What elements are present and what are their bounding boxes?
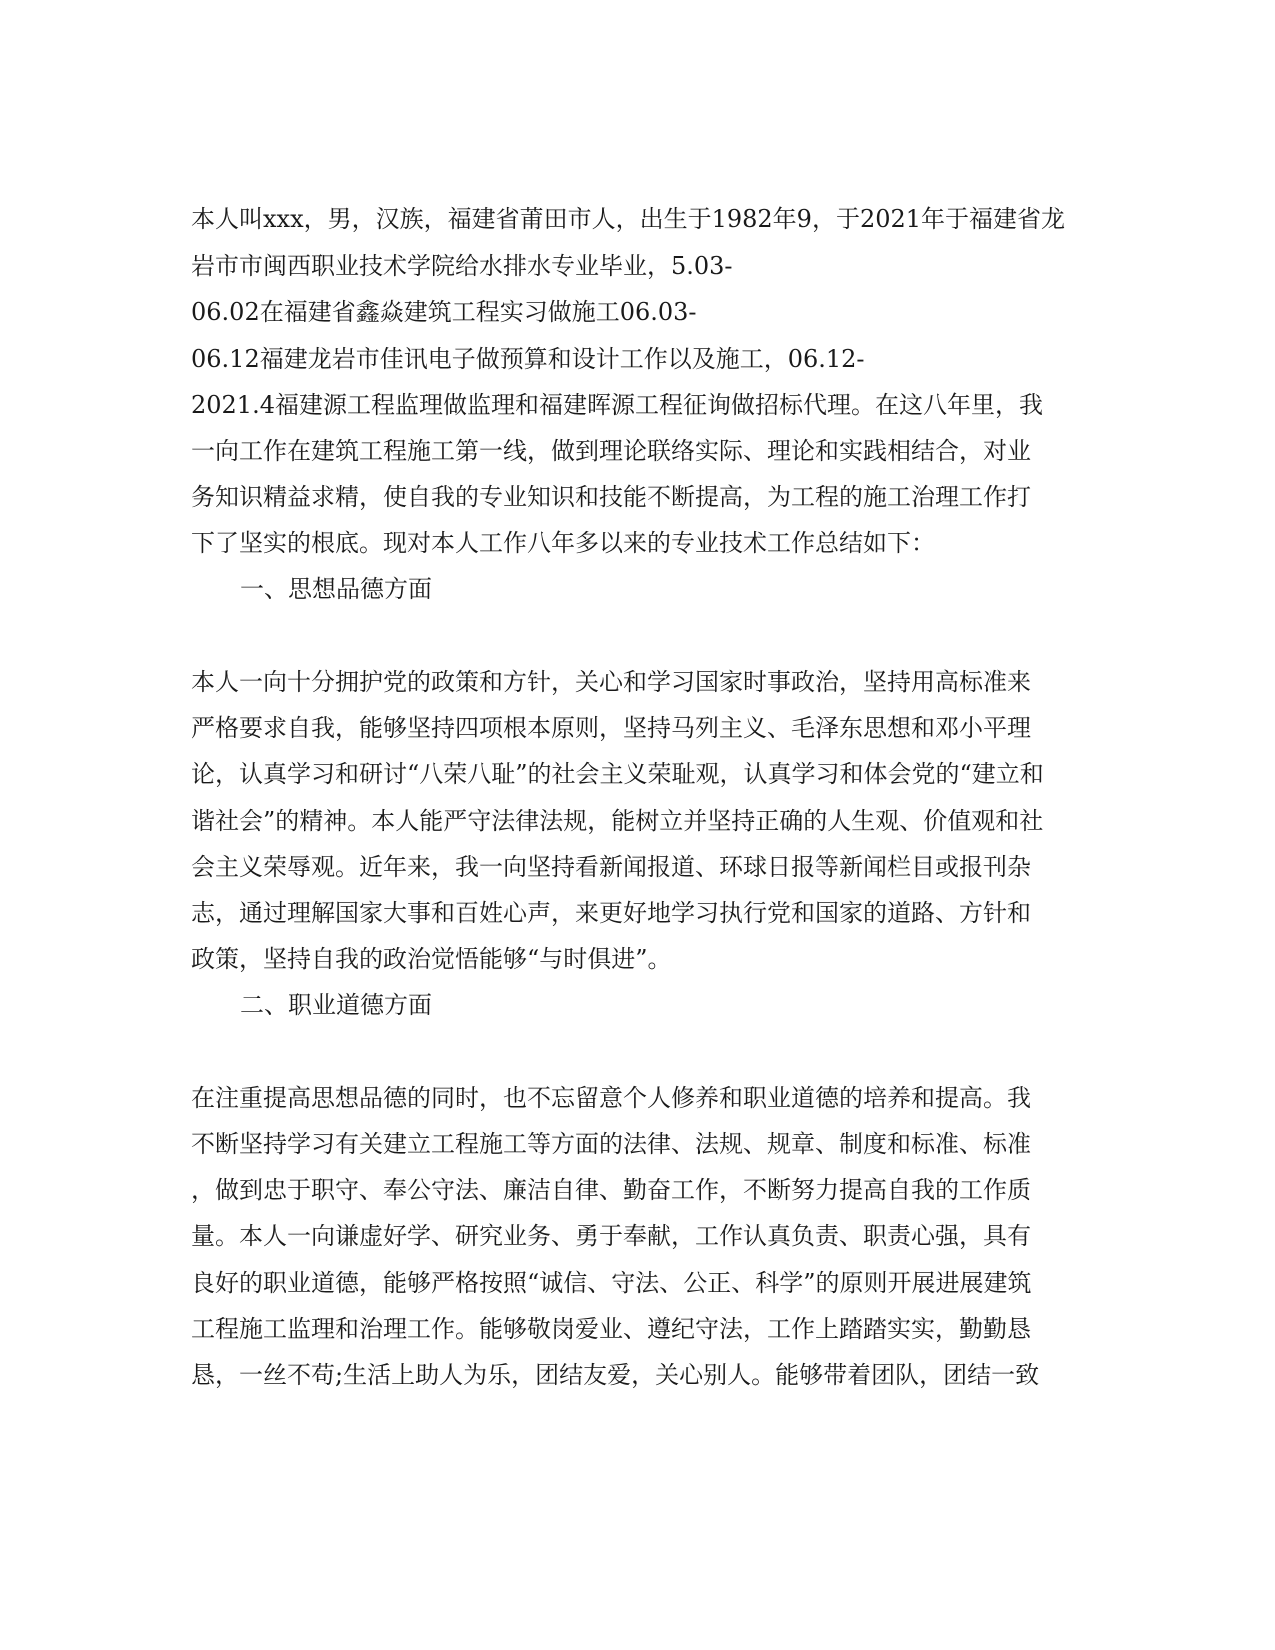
body-text-line: 志，通过理解国家大事和百姓心声，来更好地学习执行党和国家的道路、方针和 xyxy=(191,899,1031,927)
body-text-line: 岩市市闽西职业技术学院给水排水专业毕业，5.03- xyxy=(191,252,733,280)
body-text-line: 论，认真学习和研讨“八荣八耻”的社会主义荣耻观，认真学习和体会党的“建立和 xyxy=(191,760,1044,788)
body-text-line: 良好的职业道德，能够严格按照“诚信、守法、公正、科学”的原则开展进展建筑 xyxy=(191,1269,1032,1297)
body-text-line: 量。本人一向谦虚好学、研究业务、勇于奉献，工作认真负责、职责心强，具有 xyxy=(191,1222,1031,1250)
body-text-line: 恳，一丝不苟;生活上助人为乐，团结友爱，关心别人。能够带着团队，团结一致 xyxy=(191,1361,1040,1389)
body-text-line: ，做到忠于职守、奉公守法、廉洁自律、勤奋工作，不断努力提高自我的工作质 xyxy=(191,1176,1031,1204)
body-text-line: 下了坚实的根底。现对本人工作八年多以来的专业技术工作总结如下： xyxy=(191,529,935,557)
body-text-line: 06.02在福建省鑫焱建筑工程实习做施工06.03- xyxy=(191,298,697,326)
body-text-line: 本人叫xxx，男，汉族，福建省莆田市人，出生于1982年9，于2021年于福建省龙 xyxy=(191,205,1066,233)
body-text-line: 务知识精益求精，使自我的专业知识和技能不断提高，为工程的施工治理工作打 xyxy=(191,483,1031,511)
body-text-line: 一向工作在建筑工程施工第一线，做到理论联络实际、理论和实践相结合，对业 xyxy=(191,437,1031,465)
section-heading: 二、职业道德方面 xyxy=(240,991,432,1019)
body-text-line: 06.12福建龙岩市佳讯电子做预算和设计工作以及施工，06.12- xyxy=(191,345,865,373)
body-text-line: 2021.4福建源工程监理做监理和福建晖源工程征询做招标代理。在这八年里，我 xyxy=(191,391,1043,419)
body-text-line: 本人一向十分拥护党的政策和方针，关心和学习国家时事政治，坚持用高标准来 xyxy=(191,668,1031,696)
body-text-line: 在注重提高思想品德的同时，也不忘留意个人修养和职业道德的培养和提高。我 xyxy=(191,1084,1031,1112)
section-heading: 一、思想品德方面 xyxy=(240,575,432,603)
body-text-line: 工程施工监理和治理工作。能够敬岗爱业、遵纪守法，工作上踏踏实实，勤勤恳 xyxy=(191,1315,1031,1343)
body-text-line: 严格要求自我，能够坚持四项根本原则，坚持马列主义、毛泽东思想和邓小平理 xyxy=(191,714,1031,742)
body-text-line: 不断坚持学习有关建立工程施工等方面的法律、法规、规章、制度和标准、标准 xyxy=(191,1130,1031,1158)
body-text-line: 政策，坚持自我的政治觉悟能够“与时俱进”。 xyxy=(191,945,672,973)
body-text-line: 会主义荣辱观。近年来，我一向坚持看新闻报道、环球日报等新闻栏目或报刊杂 xyxy=(191,853,1031,881)
body-text-line: 谐社会”的精神。本人能严守法律法规，能树立并坚持正确的人生观、价值观和社 xyxy=(191,807,1044,835)
